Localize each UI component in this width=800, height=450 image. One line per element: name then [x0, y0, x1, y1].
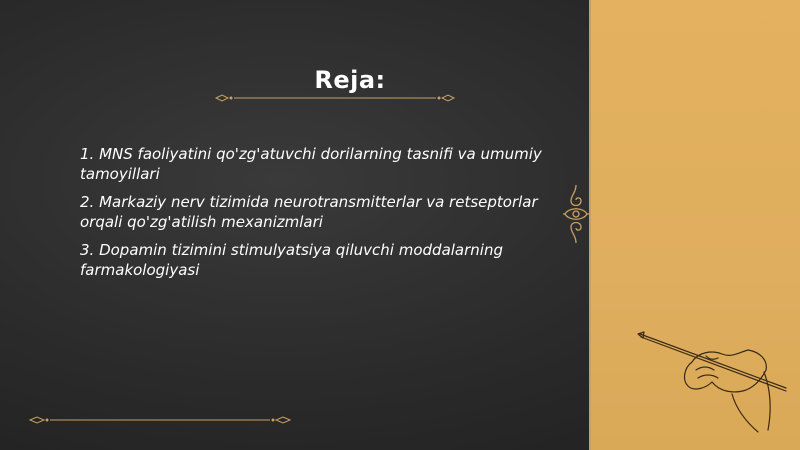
agenda-item-3: 3. Dopamin tizimini stimulyatsiya qiluvchi moddalarning farmakologiyasi	[80, 241, 503, 279]
ornament-scroll-icon	[561, 183, 591, 245]
title-divider-icon	[214, 92, 456, 104]
hand-with-pen-icon	[636, 322, 792, 442]
slide-title: Reja:	[314, 66, 386, 94]
agenda-item-2: 2. Markaziy nerv tizimida neurotransmitterlar va retseptorlar orqali qo'zg'atilish mexanizmlari	[80, 193, 538, 231]
agenda-list	[80, 144, 560, 288]
agenda-item-1: 1. MNS faoliyatini qo'zg'atuvchi dorilarning tasnifi va umumiy tamoyillari	[80, 145, 542, 183]
footer-divider-icon	[28, 413, 292, 427]
